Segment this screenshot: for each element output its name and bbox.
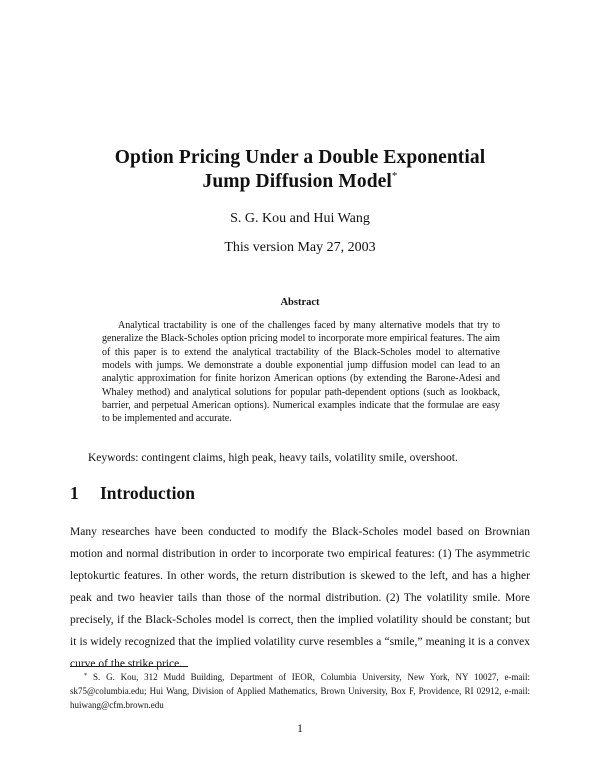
- page-number: 1: [297, 723, 303, 735]
- abstract-body: Analytical tractability is one of the challenges faced by many alternative models that try to generalize the Black-Scholes option pricing model to incorporate more empirical features. The aim of this paper is to extend the analytical tractability of the Black-Scholes model to alternative models with jumps. We demonstrate a double exponential jump diffusion model can lead to an analytic approximation for finite horizon American options (by extending the Barone-Adesi and Whaley method) and analytical solutions for popular path-dependent options (such as lookback, barrier, and perpetual American options). Numerical examples indicate that the formulae are easy to be implemented and accurate.: [102, 320, 500, 425]
- footnote: [70, 670, 530, 712]
- title-line-2: Jump Diffusion Model: [202, 171, 392, 192]
- footnote-rule: [70, 666, 188, 667]
- section-number: 1: [70, 483, 79, 503]
- section-title: Introduction: [100, 483, 195, 503]
- paper-title: [40, 146, 560, 194]
- footnote-marker: *: [84, 672, 88, 679]
- intro-paragraph: Many researches have been conducted to modify the Black-Scholes model based on Brownian motion and normal distribution in order to incorporate two empirical features: (1) The asymmetric leptokurtic features. In other words, the return distribution is skewed to the left, and has a higher peak and two heavier tails than those of the normal distribution. (2) The volatility smile. More precisely, if the Black-Scholes model is correct, then the implied volatility should be constant; but it is widely recognized that the implied volatility curve resembles a “smile,” meaning it is a convex curve of the strike price.: [70, 526, 530, 670]
- title-line-1: Option Pricing Under a Double Exponential: [114, 147, 486, 168]
- title-footnote-marker: *: [391, 170, 398, 182]
- section-heading: [70, 483, 195, 504]
- authors: S. G. Kou and Hui Wang: [230, 211, 370, 226]
- footnote-text: S. G. Kou, 312 Mudd Building, Department of IEOR, Columbia University, New York, NY 10027, e-mail: sk75@columbia.edu; Hui Wang, Division of Applied Mathematics, Brown University, Box F, Providence, RI 02912, e-mail: huiwang@cfm.brown.edu: [70, 672, 530, 710]
- version-date: This version May 27, 2003: [224, 240, 376, 255]
- abstract-heading: Abstract: [280, 297, 320, 308]
- keywords: Keywords: contingent claims, high peak, heavy tails, volatility smile, overshoot.: [88, 452, 458, 464]
